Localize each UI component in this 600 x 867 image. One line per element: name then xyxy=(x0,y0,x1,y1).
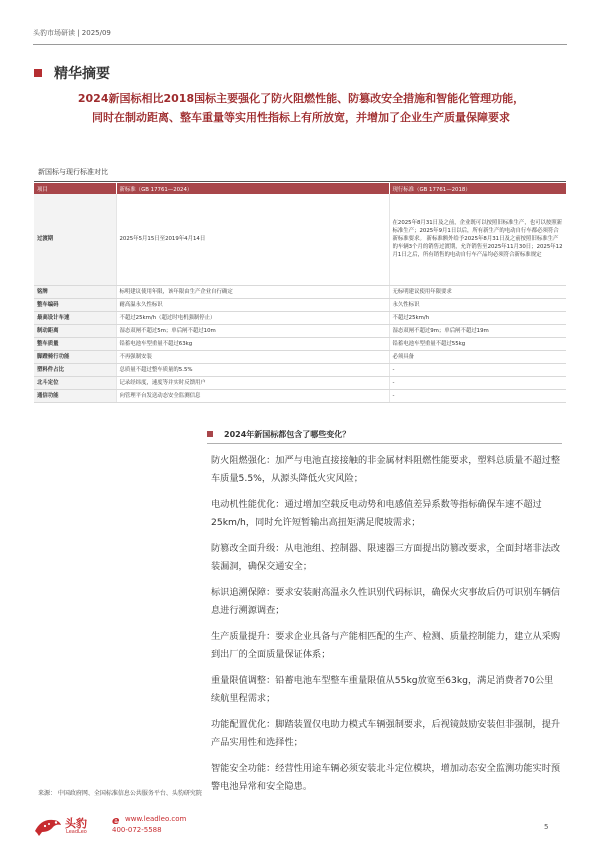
row-old-standard: 不超过25km/h xyxy=(389,311,566,324)
table-header-cell: 项目 xyxy=(34,183,116,194)
e-icon: e xyxy=(112,814,120,827)
table-row xyxy=(34,376,566,389)
row-new-standard: 标明建议使用年限，该年限由生产企业自行确定 xyxy=(116,285,389,298)
row-new-standard: 湿态双闸不超过5m；单后闸不超过10m xyxy=(116,324,389,337)
row-new-standard: 不再强制安装 xyxy=(116,350,389,363)
table-header-cell: 新标准（GB 17761—2024） xyxy=(116,183,389,194)
standards-comparison-table xyxy=(34,183,567,403)
table-row xyxy=(34,194,566,285)
change-paragraph: 防火阻燃强化：加严与电池直接接触的非金属材料阻燃性能要求，塑料总质量不超过整车质量5.5%，从源头降低火灾风险； xyxy=(211,455,561,484)
changes-list xyxy=(211,452,562,804)
row-item: 塑料件占比 xyxy=(34,363,116,376)
row-new-standard: 铅蓄电池车型重量不超过63kg xyxy=(116,337,389,350)
table-header-cell: 现行标准（GB 17761—2018） xyxy=(389,183,566,194)
lead-line-1: 2024新国标相比2018国标主要强化了防火阻燃性能、防篡改安全措施和智能化管理功能， xyxy=(77,92,525,105)
change-paragraph: 防篡改全面升级：从电池组、控制器、限速器三方面提出防篡改要求，全面封堵非法改装漏洞，确保交通安全； xyxy=(211,543,561,572)
brand-name-en: LeadLeo xyxy=(66,829,87,835)
row-old-standard: 在2025年8月31日及之前，企业既可以按照旧标准生产，也可以按照新标准生产；2025年9月1日以后，所有新生产的电动自行车都必须符合新标准要求。 新标准额外给予2025年8月31日及之前按照旧标准生产的车辆3个月的销售过渡期，允许销售至2025年11月30日；2025年12月1日之后，所有销售的电动自行车产品均必须符合新标准规定 xyxy=(389,194,566,285)
phone-number: 400-072-5588 xyxy=(112,826,162,834)
leopard-logo-icon xyxy=(33,813,63,841)
change-paragraph: 生产质量提升：要求企业具备与产能相匹配的生产、检测、质量控制能力，建立从采购到出厂的全面质量保证体系； xyxy=(211,631,561,660)
row-item: 最高设计车速 xyxy=(34,311,116,324)
table-row xyxy=(34,350,566,363)
row-new-standard: 2025年5月15日至2019年4月14日 xyxy=(116,194,389,285)
table-row xyxy=(34,389,566,402)
header-text: 头豹市场研读 | 2025/09 xyxy=(33,29,111,37)
header-divider xyxy=(33,44,567,45)
change-paragraph: 智能安全功能：经营性用途车辆必须安装北斗定位模块，增加动态安全监测功能实时预警电池异常和安全隐患。 xyxy=(211,763,561,792)
question-heading: 2024年新国标都包含了哪些变化？ xyxy=(224,430,351,439)
row-item: 过渡期 xyxy=(34,194,116,285)
row-old-standard: 铅蓄电池车型重量不超过55kg xyxy=(389,337,566,350)
row-item: 铭牌 xyxy=(34,285,116,298)
row-new-standard: 总质量不超过整车质量的5.5% xyxy=(116,363,389,376)
website-link[interactable]: www.leadleo.com xyxy=(125,815,187,823)
change-paragraph: 功能配置优化：脚踏装置仅电助力模式车辆强制要求，后视镜鼓励安装但非强制，提升产品实用性和选择性； xyxy=(211,719,561,748)
table-row xyxy=(34,285,566,298)
lead-line-2: 同时在制动距离、整车重量等实用性指标上有所放宽，并增加了企业生产质量保障要求 xyxy=(92,111,510,124)
row-new-standard: 记录经纬度，速度等并实时反馈用户 xyxy=(116,376,389,389)
source-note: 来源： 中国政府网、全国标准信息公共服务平台、头豹研究院 xyxy=(38,790,202,797)
row-old-standard: 永久性标识 xyxy=(389,298,566,311)
lead-summary xyxy=(38,89,564,127)
row-item: 脚蹬骑行功能 xyxy=(34,350,116,363)
page-number: 5 xyxy=(544,823,549,831)
table-row xyxy=(34,337,566,350)
change-paragraph: 电动机性能优化：通过增加空载反电动势和电感值差异系数等指标确保车速不超过25km/h，同时允许短暂输出高扭矩满足爬坡需求； xyxy=(211,499,542,528)
row-item: 通信功能 xyxy=(34,389,116,402)
row-old-standard: - xyxy=(389,363,566,376)
row-item: 整车质量 xyxy=(34,337,116,350)
row-old-standard: - xyxy=(389,389,566,402)
section-title: 精华摘要 xyxy=(54,66,110,82)
row-new-standard: 不超过25km/h（超过时电机强制停止） xyxy=(116,311,389,324)
question-divider xyxy=(207,443,562,444)
change-paragraph: 重量限值调整：铅蓄电池车型整车重量限值从55kg放宽至63kg，满足消费者70公里续航里程需求； xyxy=(211,675,554,704)
brand-name-cn: 头豹 xyxy=(65,817,87,830)
row-item: 整车编码 xyxy=(34,298,116,311)
table-row xyxy=(34,311,566,324)
table-row xyxy=(34,324,566,337)
row-new-standard: 耐高温永久性标识 xyxy=(116,298,389,311)
section-bullet-icon xyxy=(34,69,42,77)
table-row xyxy=(34,298,566,311)
change-paragraph: 标识追溯保障：要求安装耐高温永久性识别代码标识，确保火灾事故后仍可识别车辆信息进行溯源调查； xyxy=(211,587,561,616)
row-old-standard: 必须具备 xyxy=(389,350,566,363)
table-header-row xyxy=(34,183,566,194)
table-title: 新国标与现行标准对比 xyxy=(38,168,108,176)
row-item: 北斗定位 xyxy=(34,376,116,389)
row-old-standard: 无标明建议使用年限要求 xyxy=(389,285,566,298)
row-item: 制动距离 xyxy=(34,324,116,337)
table-row xyxy=(34,363,566,376)
table-title-divider xyxy=(34,181,566,182)
row-new-standard: 向管理平台发送动态安全监测信息 xyxy=(116,389,389,402)
question-bullet-icon xyxy=(207,431,213,437)
row-old-standard: 湿态双闸不超过9m；单后闸不超过19m xyxy=(389,324,566,337)
row-old-standard: - xyxy=(389,376,566,389)
